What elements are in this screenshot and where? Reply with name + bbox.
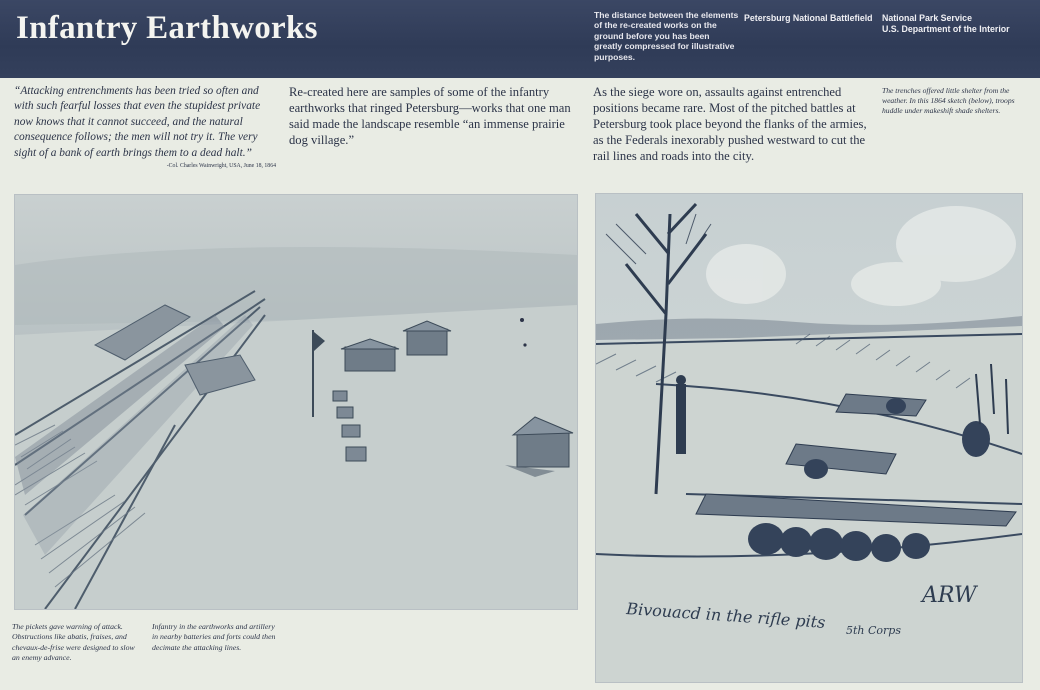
department-name: U.S. Department of the Interior	[882, 24, 1010, 34]
pickets-caption: The pickets gave warning of attack. Obstructions like abatis, fraises, and chevaux-de-frise were designed to slow an enemy advance.	[12, 622, 135, 663]
agency-name: National Park Service	[882, 13, 972, 23]
rifle-pits-sketch	[595, 193, 1023, 683]
earthworks-illustration	[14, 194, 578, 610]
trench-sketch-caption: The trenches offered little shelter from the weather. In this 1864 sketch (below), troops huddle under makeshift shade shelters.	[882, 86, 1015, 115]
quote-text: “Attacking entrenchments has been tried so often and with such fearful losses that even the stupidest private now knows that it cannot succeed, and the natural consequence follows; the men will not try it. The very sight of a bank of earth brings them to a dead halt.”	[14, 85, 261, 159]
park-name: Petersburg National Battlefield	[744, 13, 873, 23]
infantry-caption: Infantry in the earthworks and artillery in nearby batteries and forts could then decimate the attacking lines.	[152, 622, 276, 652]
intro-paragraph: Re-created here are samples of some of the infantry earthworks that ringed Petersburg—works that one man said made the landscape resemble “an immense prairie dog village.”	[289, 85, 571, 147]
agency-block	[882, 13, 1032, 35]
quote-attribution: -Col. Charles Wainwright, USA, June 18, 1864	[166, 163, 276, 170]
sketch-corps: 5th Corps	[846, 624, 901, 637]
sketch-inscription: Bivouacd in the rifle pits	[625, 599, 827, 632]
sign-header	[0, 0, 1040, 78]
compression-note: The distance between the elements of the re-created works on the ground before you has been greatly compressed for illustrative purposes.	[594, 10, 739, 62]
sign-title: Infantry Earthworks	[16, 10, 318, 46]
wainwright-quote	[14, 84, 276, 170]
siege-paragraph: As the siege wore on, assaults against entrenched positions became rare. Most of the pitched battles at Petersburg took place beyond the flanks of the armies, as the Federals inexorably pushed westward to cut the rail lines and roads into the city.	[593, 85, 867, 163]
sketch-signature: ARW	[922, 583, 977, 608]
